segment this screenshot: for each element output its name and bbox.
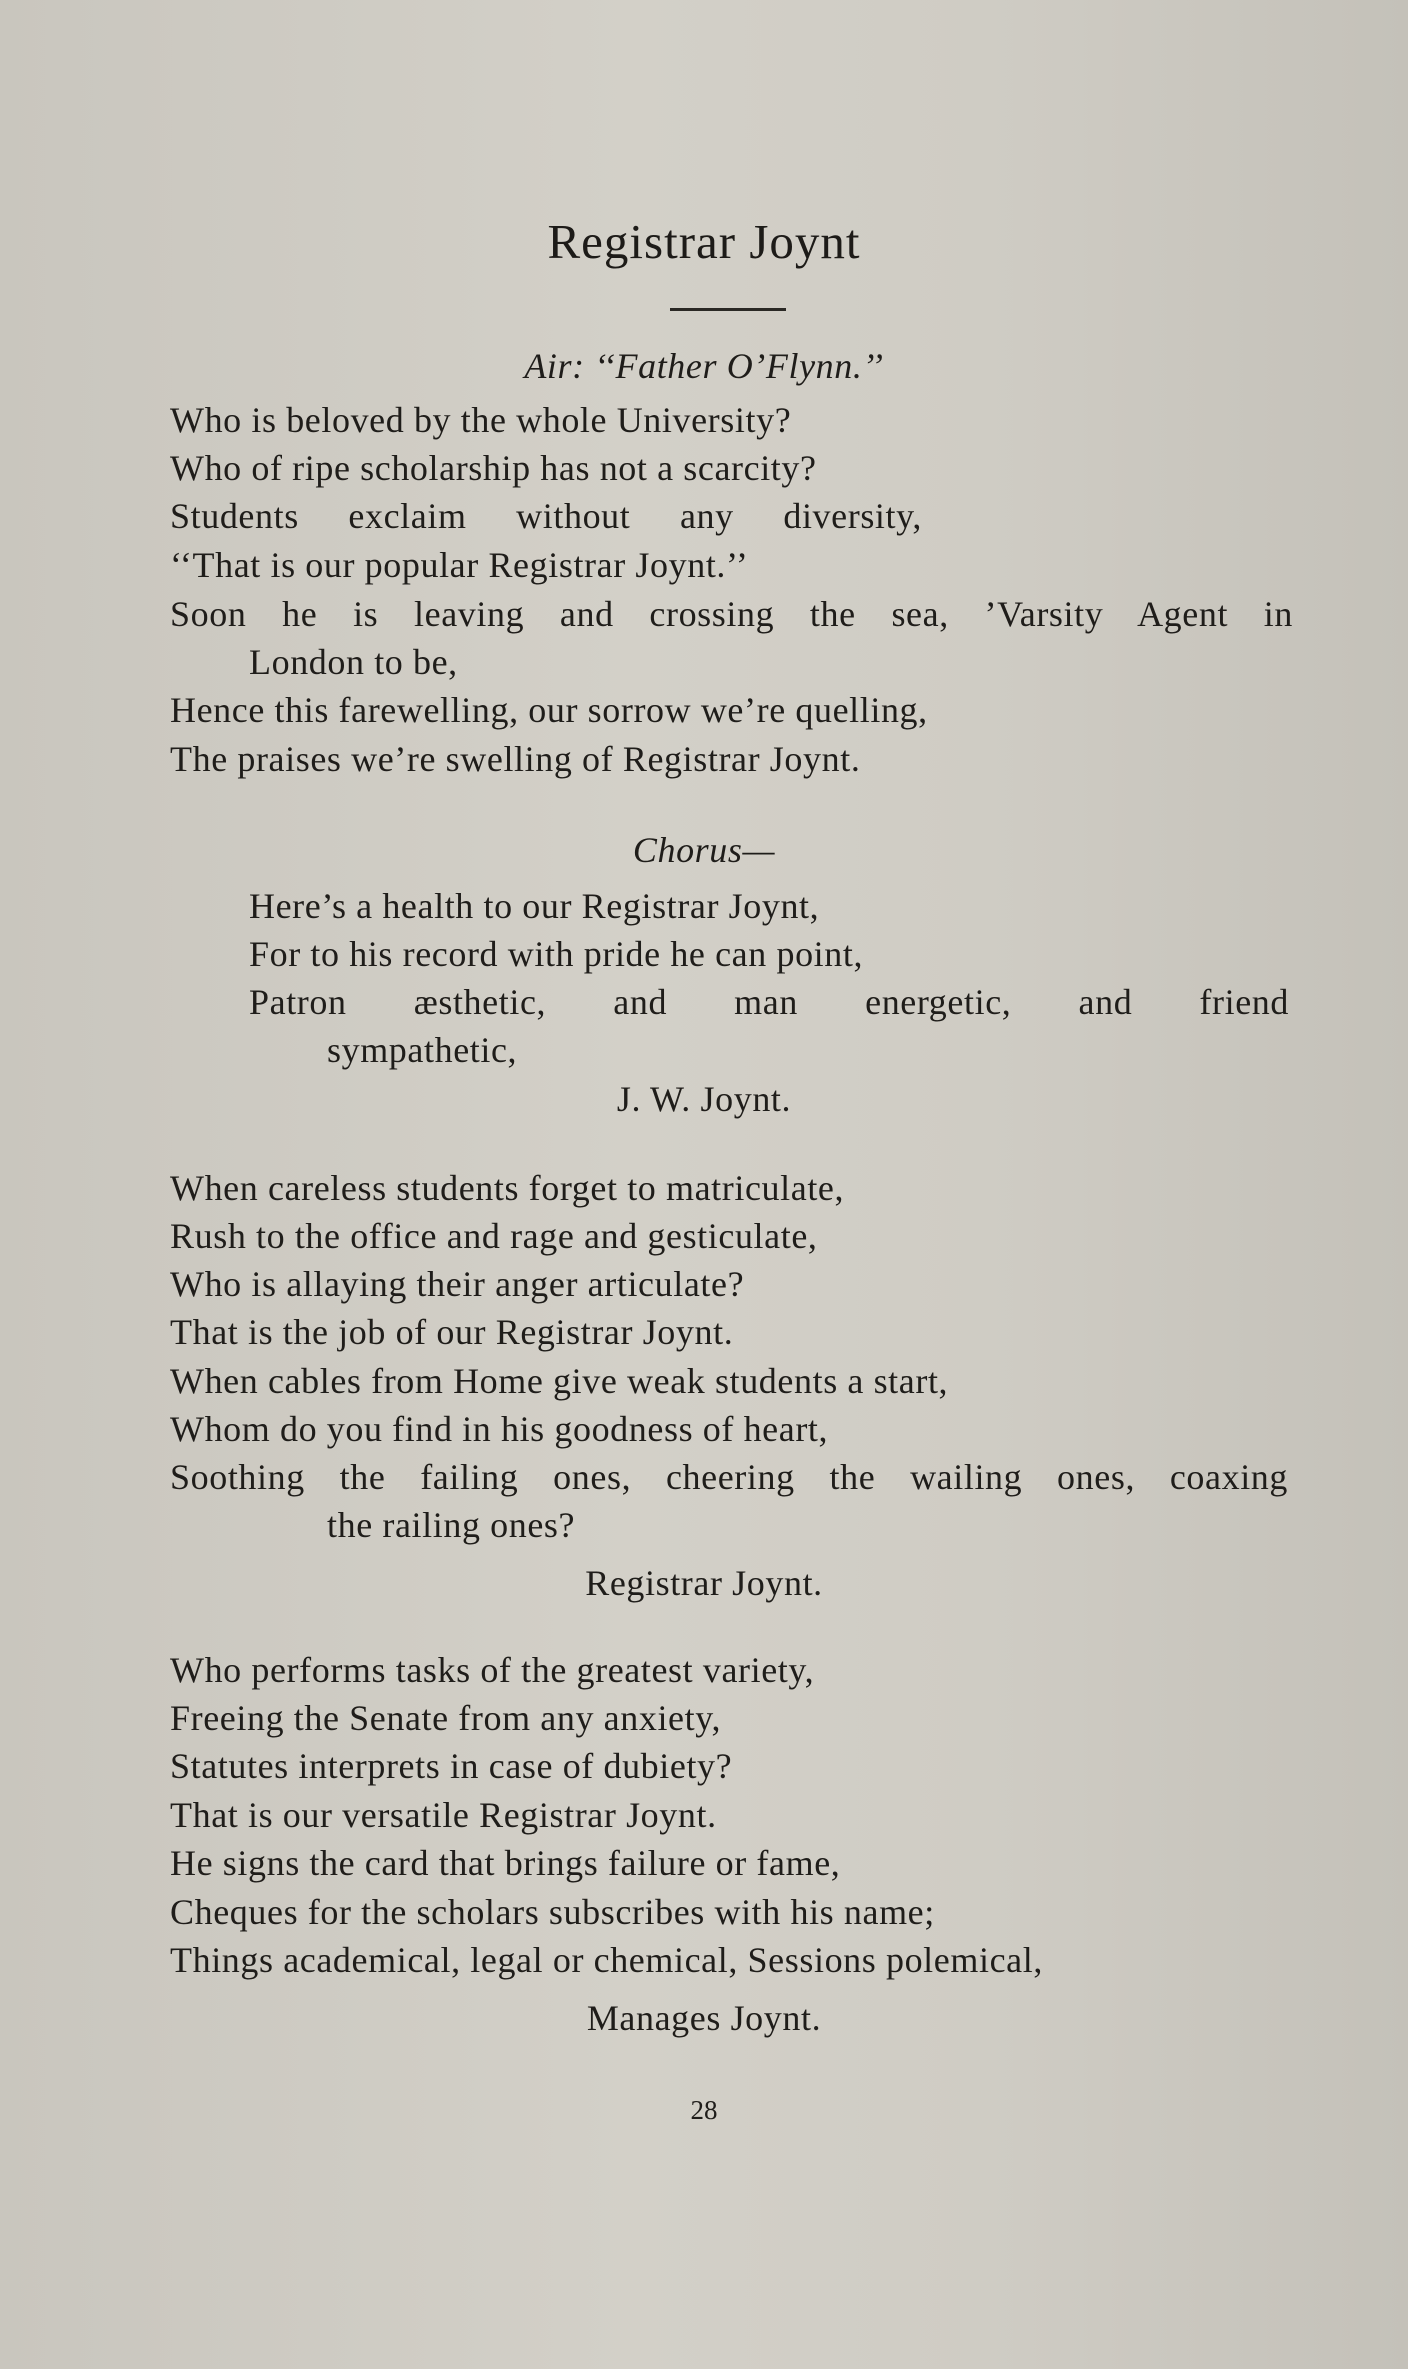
verse2-line-8: the railing ones?: [327, 1505, 576, 1545]
chorus-line-1: Here’s a health to our Registrar Joynt,: [249, 886, 820, 926]
chorus-line-4: sympathetic,: [327, 1030, 518, 1070]
verse2-line-6: Whom do you find in his goodness of heart,: [170, 1409, 829, 1449]
title-rule: [670, 308, 786, 311]
verse2-line-2: Rush to the office and rage and gesticulate,: [170, 1216, 818, 1256]
verse1-line-7: Hence this farewelling, our sorrow we’re quelling,: [170, 690, 928, 730]
poem-title: Registrar Joynt: [547, 214, 861, 269]
verse2-line-1: When careless students forget to matriculate,: [170, 1168, 845, 1208]
verse1-line-2: Who of ripe scholarship has not a scarcity?: [170, 448, 817, 488]
verse1-line-4: ‘‘That is our popular Registrar Joynt.’’: [170, 545, 749, 585]
verse2-line-7: Soothing the failing ones, cheering the wailing ones, coaxing: [170, 1457, 1288, 1497]
verse3-line-3: Statutes interprets in case of dubiety?: [170, 1746, 733, 1786]
page-number: 28: [690, 2095, 718, 2125]
verse1-line-5: Soon he is leaving and crossing the sea, ’Varsity Agent in: [170, 594, 1293, 634]
chorus-heading: Chorus—: [632, 830, 776, 870]
chorus-line-5: J. W. Joynt.: [616, 1079, 792, 1119]
verse1-line-8: The praises we’re swelling of Registrar Joynt.: [170, 739, 861, 779]
verse1-line-6: London to be,: [249, 642, 458, 682]
verse3-line-4: That is our versatile Registrar Joynt.: [170, 1795, 717, 1835]
verse3-line-8: Manages Joynt.: [586, 1998, 822, 2038]
verse2-line-9: Registrar Joynt.: [585, 1563, 823, 1603]
verse1-line-1: Who is beloved by the whole University?: [170, 400, 792, 440]
verse2-line-4: That is the job of our Registrar Joynt.: [170, 1312, 734, 1352]
verse2-line-3: Who is allaying their anger articulate?: [170, 1264, 745, 1304]
verse3-line-5: He signs the card that brings failure or fame,: [170, 1843, 841, 1883]
verse3-line-6: Cheques for the scholars subscribes with his name;: [170, 1892, 935, 1932]
verse3-line-2: Freeing the Senate from any anxiety,: [170, 1698, 722, 1738]
chorus-line-3: Patron æsthetic, and man energetic, and friend: [249, 982, 1289, 1022]
verse3-line-1: Who performs tasks of the greatest variety,: [170, 1650, 815, 1690]
verse3-line-7: Things academical, legal or chemical, Sessions polemical,: [170, 1940, 1043, 1980]
verse2-line-5: When cables from Home give weak students a start,: [170, 1361, 949, 1401]
chorus-line-2: For to his record with pride he can point,: [249, 934, 864, 974]
air-line: Air: ‘‘Father O’Flynn.’’: [524, 346, 884, 386]
verse1-line-3: Students exclaim without any diversity,: [170, 496, 922, 536]
